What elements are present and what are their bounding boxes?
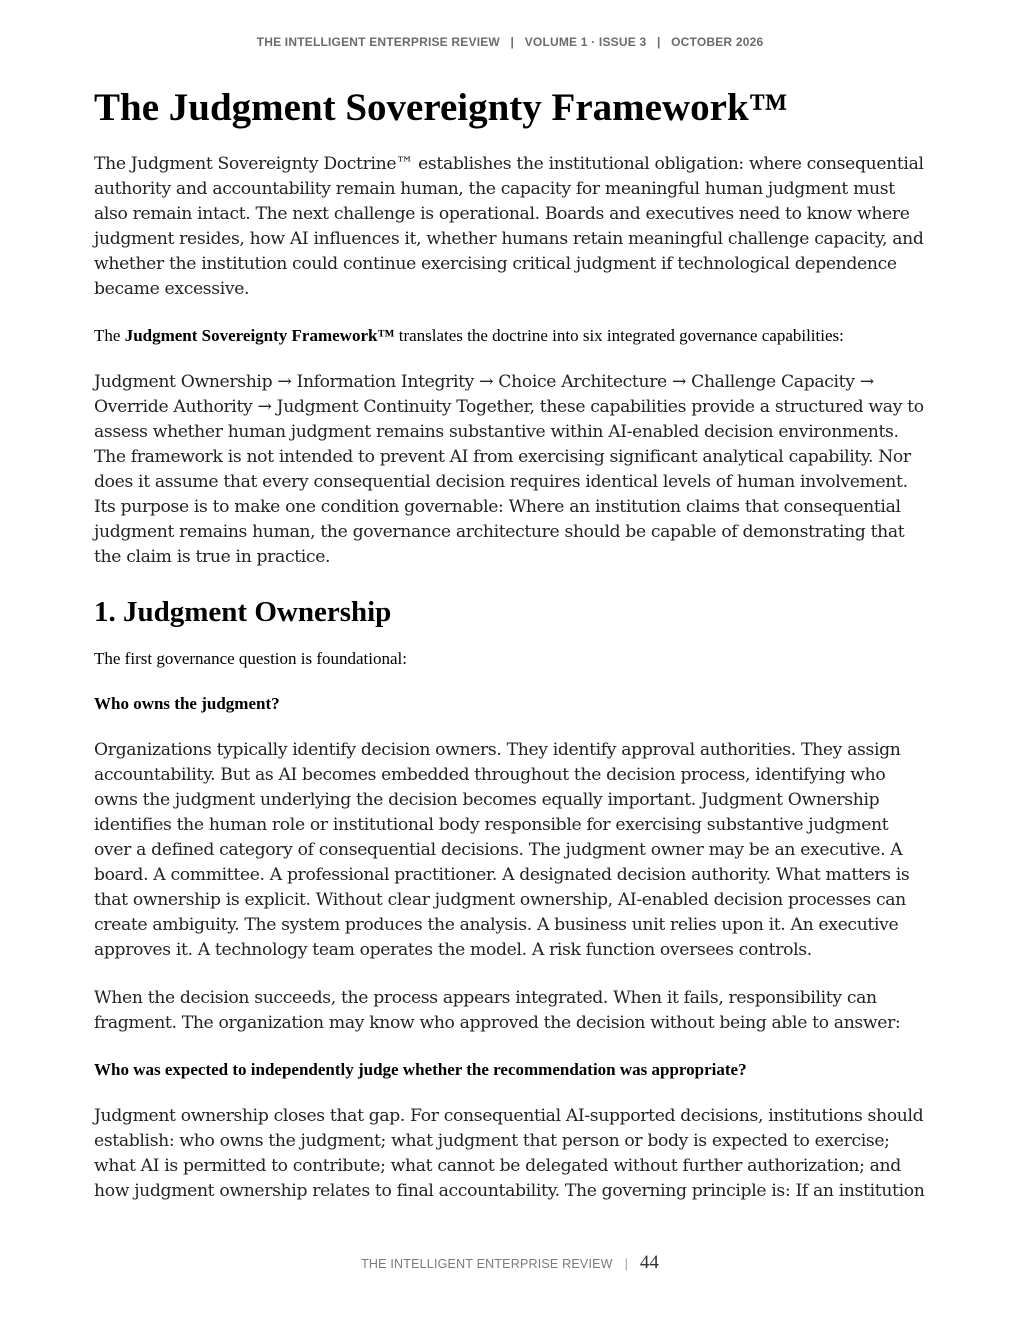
capabilities-paragraph: Judgment Ownership → Information Integrity → Choice Architecture → Challenge Capacity → Override Authority → Judgment Continuity Together, these capabilities provide a structured way to assess whether human judgment remains substantive within AI-enabled decision environments. The framework is not intended to prevent AI from exercising significant analytical capability. Nor does it assume that every consequential decision requires identical levels of human involvement. Its purpose is to make one condition governable: Where an institution claims that consequential judgment remains human, the governance architecture should be capable of demonstrating that the claim is true in practice. (94, 372, 924, 567)
article-title: The Judgment Sovereignty Framework™ (94, 86, 788, 129)
page-footer (0, 1252, 1020, 1274)
key-question: Who was expected to independently judge whether the recommendation was appropriate? (94, 1060, 747, 1079)
framework-lead (94, 325, 930, 347)
article (94, 84, 930, 1227)
body-paragraph: Judgment ownership closes that gap. For consequential AI-supported decisions, institutions should establish: who owns the judgment; what judgment that person or body is expected to exercise; what AI is permitted to contribute; what cannot be delegated without further authorization; and how judgment ownership relates to final accountability. The governing principle is: If an institution (94, 1106, 925, 1201)
framework-lead-prefix: The (94, 326, 125, 345)
footer-separator: | (624, 1257, 628, 1271)
running-head: THE INTELLIGENT ENTERPRISE REVIEW | VOLUME 1 · ISSUE 3 | OCTOBER 2026 (256, 35, 764, 49)
intro-paragraph: The Judgment Sovereignty Doctrine™ establishes the institutional obligation: where consequential authority and accountability remain human, the capacity for meaningful human judgment must also remain intact. The next challenge is operational. Boards and executives need to know where judgment resides, how AI influences it, whether humans retain meaningful challenge capacity, and whether the institution could continue exercising critical judgment if technological dependence became excessive. (94, 154, 924, 299)
framework-lead-suffix: translates the doctrine into six integrated governance capabilities: (394, 326, 844, 345)
framework-name: Judgment Sovereignty Framework™ (124, 326, 395, 345)
section-heading: 1. Judgment Ownership (94, 596, 392, 628)
section-lead: The first governance question is foundational: (94, 649, 407, 668)
page-number: 44 (639, 1252, 659, 1273)
body-paragraph: Organizations typically identify decision owners. They identify approval authorities. They assign accountability. But as AI becomes embedded throughout the decision process, identifying who owns the judgment underlying the decision becomes equally important. Judgment Ownership identifies the human role or institutional body responsible for exercising substantive judgment over a defined category of consequential decisions. The judgment owner may be an executive. A board. A committee. A professional practitioner. A designated decision authority. What matters is that ownership is explicit. Without clear judgment ownership, AI-enabled decision processes can create ambiguity. The system produces the analysis. A business unit relies upon it. An executive approves it. A technology team operates the model. A risk function oversees controls. (94, 740, 910, 960)
footer-publication: THE INTELLIGENT ENTERPRISE REVIEW (361, 1257, 613, 1271)
key-question: Who owns the judgment? (94, 694, 280, 713)
body-paragraph: When the decision succeeds, the process appears integrated. When it fails, responsibility can fragment. The organization may know who approved the decision without being able to answer: (94, 988, 901, 1033)
